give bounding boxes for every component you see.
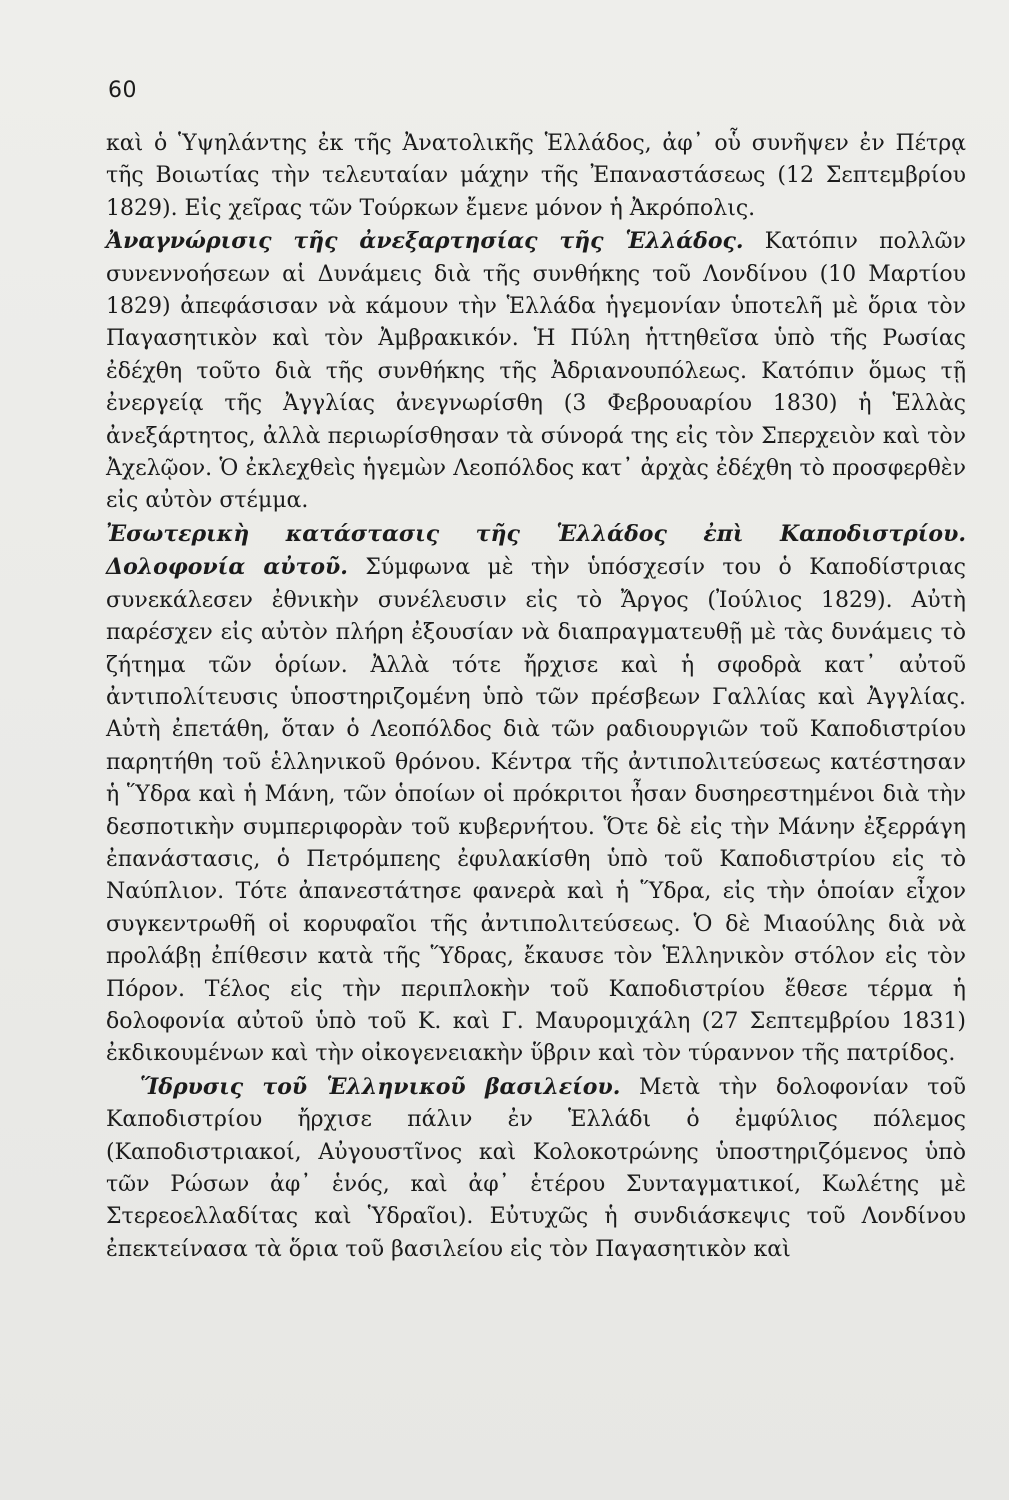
paragraph-1-text: καὶ ὁ Ὑψηλάντης ἐκ τῆς Ἀνατολικῆς Ἑλλάδος, ἀφ᾽ οὗ συνῆψεν ἐν Πέτρᾳ τῆς Βοιωτίας τὴν τελευταίαν μάχην τῆς Ἐπαναστάσεως (12 Σεπτεμβρίου 1829). Εἰς χεῖρας τῶν Τούρκων ἔμενε μόνον ἡ Ἀκρόπολις. (106, 131, 966, 221)
paragraph-2-text: Κατόπιν πολλῶν συνεννοήσεων αἱ Δυνάμεις διὰ τῆς συνθήκης τοῦ Λονδίνου (10 Μαρτίου 1829) ἀπεφάσισαν νὰ κάμουν τὴν Ἑλλάδα ἡγεμονίαν ὑποτελῆ μὲ ὅρια τὸν Παγασητικὸν καὶ τὸν Ἀμβρακικόν. Ἡ Πύλη ἡττηθεῖσα ὑπὸ τῆς Ρωσίας ἐδέχθη τοῦτο διὰ τῆς συνθήκης τῆς Ἀδριανουπόλεως. Κατόπιν ὅμως τῇ ἐνεργείᾳ τῆς Ἀγγλίας ἀνεγνωρίσθη (3 Φεβρουαρίου 1830) ἡ Ἑλλὰς ἀνεξάρτητος, ἀλλὰ περιωρίσθησαν τὰ σύνορά της εἰς τὸν Σπερχειὸν καὶ τὸν Ἀχελῷον. Ὁ ἐκλεχθεὶς ἡγεμὼν Λεοπόλδος κατ᾽ ἀρχὰς ἐδέχθη τὸ προσφερθὲν εἰς αὐτὸν στέμμα. (106, 229, 967, 514)
section-heading-kingdom-founding: Ἵδρυσις τοῦ Ἑλληνικοῦ βασιλείου. (140, 1073, 621, 1100)
paragraph-4-text: Μετὰ τὴν δολοφονίαν τοῦ Καποδιστρίου ἤρχισε πάλιν ἐν Ἑλλάδι ὁ ἐμφύλιος πόλεμος (Καποδιστριακοί, Αὐγουστῖνος καὶ Κολοκοτρώνης ὑποστηριζόμενος ὑπὸ τῶν Ρώσων ἀφ᾽ ἑνός, καὶ ἀφ᾽ ἑτέρου Συνταγματικοί, Κωλέτης μὲ Στερεοελλαδίτας καὶ Ὑδραῖοι). Εὐτυχῶς ἡ συνδιάσκεψις τοῦ Λονδίνου ἐπεκτείνασα τὰ ὅρια τοῦ βασιλείου εἰς τὸν Παγασητικὸν καὶ (106, 1074, 966, 1262)
page-number: 60 (108, 78, 137, 103)
paragraph-3-text: Σύμφωνα μὲ τὴν ὑπόσχεσίν του ὁ Καποδίστριας συνεκάλεσεν ἐθνικὴν συνέλευσιν εἰς τὸ Ἄργος (Ἰούλιος 1829). Αὐτὴ παρέσχεν εἰς αὐτὸν πλήρη ἐξουσίαν νὰ διαπραγματευθῇ μὲ τὰς δυνάμεις τὸ ζήτημα τῶν ὁρίων. Ἀλλὰ τότε ἤρχισε καὶ ἡ σφοδρὰ κατ᾽ αὐτοῦ ἀντιπολίτευσις ὑποστηριζομένη ὑπὸ τῶν πρέσβεων Γαλλίας καὶ Ἀγγλίας. Αὐτὴ ἐπετάθη, ὅταν ὁ Λεοπόλδος διὰ τῶν ραδιουργιῶν τοῦ Καποδιστρίου παρητήθη τοῦ ἑλληνικοῦ θρόνου. Κέντρα τῆς ἀντιπολιτεύσεως κατέστησαν ἡ Ὕδρα καὶ ἡ Μάνη, τῶν ὁποίων οἱ πρόκριτοι ἦσαν δυσηρεστημένοι διὰ τὴν δεσποτικὴν συμπεριφορὰν τοῦ κυβερνήτου. Ὅτε δὲ εἰς τὴν Μάνην ἐξερράγη ἐπανάστασις, ὁ Πετρόμπεης ἐφυλακίσθη ὑπὸ τοῦ Καποδιστρίου εἰς τὸ Ναύπλιον. Τότε ἀπανεστάτησε φανερὰ καὶ ἡ Ὕδρα, εἰς τὴν ὁποίαν εἶχον συγκεντρωθῆ οἱ κορυφαῖοι τῆς ἀντιπολιτεύσεως. Ὁ δὲ Μιαούλης διὰ νὰ προλάβῃ ἐπίθεσιν κατὰ τῆς Ὕδρας, ἔκαυσε τὸν Ἑλληνικὸν στόλον εἰς τὸν Πόρον. Τέλος εἰς τὴν περιπλοκὴν τοῦ Καποδιστρίου ἔθεσε τέρμα ἡ δολοφονία αὐτοῦ ὑπὸ τοῦ Κ. καὶ Γ. Μαυρομιχάλη (27 Σεπτεμβρίου 1831) ἐκδικουμένων καὶ τὴν οἰκογενειακὴν ὕβριν καὶ τὸν τύραννον τῆς πατρίδος. (106, 555, 966, 1067)
paragraph-4 (106, 1071, 966, 1266)
section-heading-recognition: Ἀναγνώρισις τῆς ἀνεξαρτησίας τῆς Ἑλλάδος. (106, 228, 744, 255)
paragraph-2 (106, 225, 966, 518)
section-heading-internal-situation: Ἐσωτερικὴ κατάστασις τῆς Ἑλλάδος ἐπὶ Καποδιστρίου. Δολοφονία αὐτοῦ. (106, 520, 966, 581)
paragraph-3 (106, 518, 966, 1071)
body-text (106, 128, 966, 1266)
paragraph-1 (106, 128, 966, 225)
